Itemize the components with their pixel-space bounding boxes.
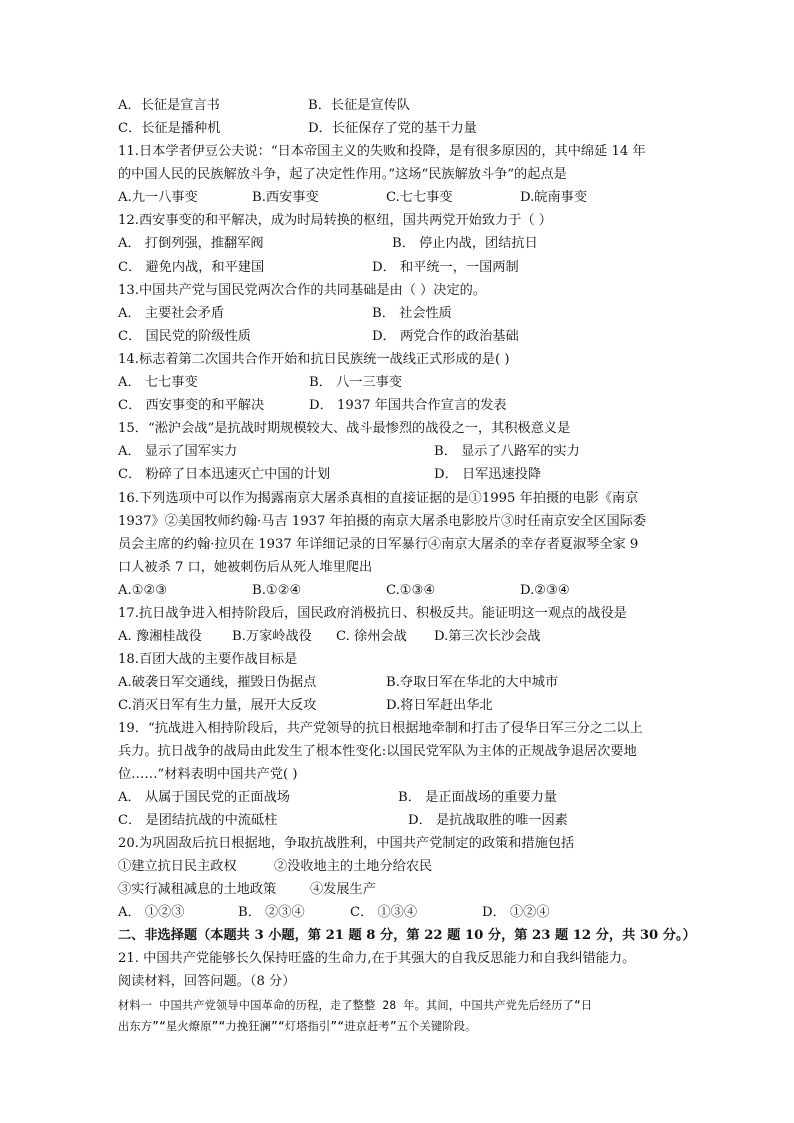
q19-stem-line-2: 兵力。抗日战争的战局由此发生了根本性变化:以国民党军队为主体的正规战争退居次要地 xyxy=(118,744,637,759)
q15-stem: 15．“淞沪会战”是抗战时期规模较大、战斗最惨烈的战役之一，其积极意义是 xyxy=(118,421,571,436)
q15-option-d: D． 日军迅速投降 xyxy=(434,467,542,482)
q20-option-c: C． ①③④ xyxy=(350,905,418,920)
q21-stem-line-1: 21. 中国共产党能够长久保持旺盛的生命力,在于其强大的自我反思能力和自我纠错能力。 xyxy=(118,951,636,966)
q18-option-c: C.消灭日军有生力量，展开大反攻 xyxy=(118,698,317,713)
q11-stem-line-2: 的中国人民的民族解放斗争，起了决定性作用。”这场“民族解放斗争”的起点是 xyxy=(118,167,567,182)
q14-option-d: D． 1937 年国共合作宣言的发表 xyxy=(309,398,507,413)
q15-option-b: B． 显示了八路军的实力 xyxy=(434,444,580,459)
q12-option-a: A． 打倒列强，推翻军阀 xyxy=(118,236,264,251)
q11-stem-line-1: 11.日本学者伊豆公夫说：“日本帝国主义的失败和投降，是有很多原因的，其中绵延 14 年 xyxy=(118,144,646,159)
q19-option-a: A． 从属于国民党的正面战场 xyxy=(118,790,290,805)
q13-option-b: B． 社会性质 xyxy=(372,306,452,321)
q18-option-d: D.将日军赶出华北 xyxy=(386,698,493,713)
q20-item-1: ①建立抗日民主政权 xyxy=(118,859,237,874)
q16-option-c: C.①③④ xyxy=(386,583,436,598)
q15-option-a: A． 显示了国军实力 xyxy=(118,444,238,459)
q17-option-d: D.第三次长沙会战 xyxy=(434,629,541,644)
q16-stem-line-2: 1937》②美国牧师约翰·马吉 1937 年拍摄的南京大屠杀电影胶片③时任南京安全区国际委 xyxy=(118,514,647,529)
q16-option-a: A.①②③ xyxy=(118,583,168,598)
q11-option-d: D.皖南事变 xyxy=(520,190,588,205)
q16-stem-line-1: 16.下列选项中可以作为揭露南京大屠杀真相的直接证据的是①1995 年拍摄的电影《南京 xyxy=(118,491,639,506)
q14-option-c: C． 西安事变的和平解决 xyxy=(118,398,265,413)
q18-option-b: B.夺取日军在华北的大中城市 xyxy=(386,675,559,690)
q12-option-c: C． 避免内战，和平建国 xyxy=(118,260,265,275)
section-2-heading: 二、非选择题（本题共 3 小题，第 21 题 8 分，第 22 题 10 分，第 23 题 12 分，共 30 分。） xyxy=(118,928,696,943)
q17-option-b: B.万家岭战役 xyxy=(232,629,312,644)
q14-option-b: B． 八一三事变 xyxy=(309,375,403,390)
q19-stem-line-1: 19．“抗战进入相持阶段后，共产党领导的抗日根据地牵制和打击了侵华日军三分之二以上 xyxy=(118,721,643,736)
q14-stem: 14.标志着第二次国共合作开始和抗日民族统一战线正式形成的是( ) xyxy=(118,352,510,367)
q16-option-b: B.①②④ xyxy=(252,583,302,598)
q18-stem: 18.百团大战的主要作战目标是 xyxy=(118,652,298,667)
q15-option-c: C． 粉碎了日本迅速灭亡中国的计划 xyxy=(118,467,331,482)
q19-option-b: B． 是正面战场的重要力量 xyxy=(398,790,557,805)
q14-option-a: A． 七七事变 xyxy=(118,375,198,390)
q20-item-4: ④发展生产 xyxy=(310,882,376,897)
q21-stem-line-2: 阅读材料，回答问题。（8 分） xyxy=(118,974,296,989)
q13-option-d: D． 两党合作的政治基础 xyxy=(372,329,519,344)
q19-option-c: C． 是团结抗战的中流砥柱 xyxy=(118,813,278,828)
q10-option-d: D．长征保存了党的基干力量 xyxy=(308,121,477,136)
q16-stem-line-4: 口人被杀 7 口，她被刺伤后从死人堆里爬出 xyxy=(118,560,373,575)
q21-material-line-2: 出东方”“星火燎原”“力挽狂澜”“灯塔指引”“进京赶考”五个关键阶段。 xyxy=(118,1020,477,1033)
q10-option-c: C．长征是播种机 xyxy=(118,121,221,136)
q11-option-c: C.七七事变 xyxy=(386,190,453,205)
q19-stem-line-3: 位……”材料表明中国共产党( ) xyxy=(118,767,298,782)
q20-option-a: A． ①②③ xyxy=(118,905,185,920)
q18-option-a: A.破袭日军交通线，摧毁日伪据点 xyxy=(118,675,317,690)
q13-option-a: A． 主要社会矛盾 xyxy=(118,306,225,321)
q20-item-2: ②没收地主的土地分给农民 xyxy=(274,859,433,874)
q19-option-d: D． 是抗战取胜的唯一因素 xyxy=(408,813,568,828)
q13-stem: 13.中国共产党与国民党两次合作的共同基础是由（ ）决定的。 xyxy=(118,283,487,298)
q12-option-b: B． 停止内战，团结抗日 xyxy=(392,236,538,251)
q13-option-c: C． 国民党的阶级性质 xyxy=(118,329,251,344)
q16-stem-line-3: 员会主席的约翰·拉贝在 1937 年详细记录的日军暴行④南京大屠杀的幸存者夏淑琴全家 9 xyxy=(118,537,639,552)
q10-option-b: B．长征是宣传队 xyxy=(308,98,411,113)
q21-material-line-1: 材料一 中国共产党领导中国革命的历程，走了整整 28 年。其间，中国共产党先后经历了“日 xyxy=(118,999,593,1012)
q11-option-a: A.九一八事变 xyxy=(118,190,198,205)
q20-stem: 20.为巩固敌后抗日根据地，争取抗战胜利，中国共产党制定的政策和措施包括 xyxy=(118,836,575,851)
q12-option-d: D． 和平统一，一国两制 xyxy=(372,260,519,275)
q16-option-d: D.②③④ xyxy=(520,583,570,598)
q20-option-b: B． ②③④ xyxy=(238,905,305,920)
q17-option-c: C. 徐州会战 xyxy=(336,629,407,644)
q10-option-a: A．长征是宣言书 xyxy=(118,98,220,113)
q17-stem: 17.抗日战争进入相持阶段后，国民政府消极抗日、积极反共。能证明这一观点的战役是 xyxy=(118,606,627,621)
q12-stem: 12.西安事变的和平解决，成为时局转换的枢纽，国共两党开始致力于（ ） xyxy=(118,213,552,228)
q20-item-3: ③实行减租减息的土地政策 xyxy=(118,882,277,897)
q17-option-a: A. 豫湘桂战役 xyxy=(118,629,202,644)
q11-option-b: B.西安事变 xyxy=(252,190,319,205)
q20-option-d: D． ①②④ xyxy=(482,905,550,920)
